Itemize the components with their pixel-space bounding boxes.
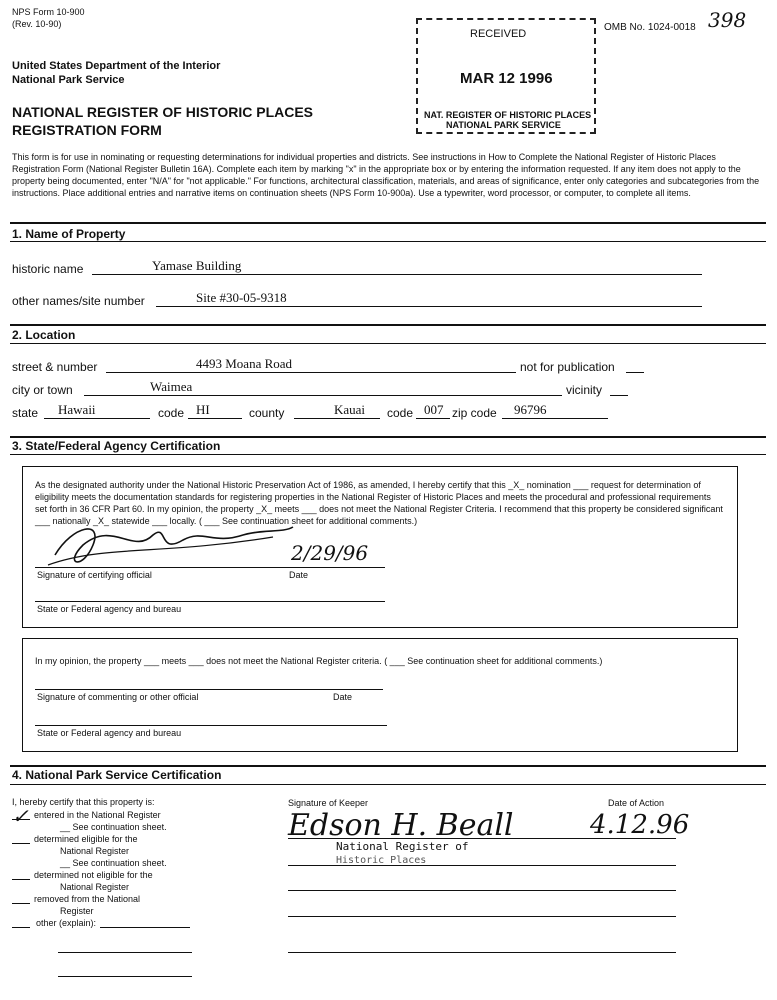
form-title-line1: NATIONAL REGISTER OF HISTORIC PLACES [12,104,314,120]
keeper-signature-label: Signature of Keeper [288,798,369,808]
commenting-signature-label: Signature of commenting or other official [37,692,199,702]
date-of-action-value[interactable]: 4.12.96 [590,810,690,840]
historic-name-value[interactable]: Yamase Building [152,258,242,273]
code-value[interactable]: HI [196,402,210,417]
agency-line [35,601,385,602]
state-label: state [12,406,39,420]
check-not-eligible[interactable]: determined not eligible for the [12,869,190,881]
county-value[interactable]: Kauai [334,402,366,417]
section-rule [10,454,766,455]
county-line [294,418,380,419]
nfp-line[interactable] [626,372,644,373]
city-value[interactable]: Waimea [150,379,193,394]
agency-label: State or Federal agency and bureau [37,728,182,738]
code-label: code [158,406,185,420]
form-title-line2: REGISTRATION FORM [12,122,162,138]
certification-box [22,466,738,628]
zip-value[interactable]: 96796 [514,402,547,417]
signature-label: Signature of certifying official [37,570,152,580]
section-rule [10,765,766,767]
section-rule [10,784,766,785]
street-value[interactable]: 4493 Moana Road [196,356,293,371]
agency-label: State or Federal agency and bureau [37,604,182,614]
other-names-value[interactable]: Site #30-05-9318 [196,290,287,305]
street-line [106,372,516,373]
omb-number: OMB No. 1024-0018 [604,22,696,33]
section-rule [10,343,766,344]
not-for-publication-label: not for publication [520,360,615,374]
removed-sub: Register [60,906,94,916]
eligible-sub: National Register [60,846,130,856]
stamp-received: RECEIVED [470,28,527,40]
section-rule [10,241,766,242]
state-line [44,418,150,419]
historic-name-label: historic name [12,262,84,276]
stamp-nps: NATIONAL PARK SERVICE [446,120,561,130]
section-rule [10,324,766,326]
historic-name-line [92,274,702,275]
signature-line [35,689,383,690]
zip-line [502,418,608,419]
certifying-signature [43,515,303,575]
not-eligible-sub: National Register [60,882,130,892]
check-entered[interactable]: entered in the National Register [12,809,190,821]
date-of-action-label: Date of Action [608,798,665,808]
check-other[interactable]: other (explain): [12,917,190,929]
section-3-heading: 3. State/Federal Agency Certification [12,439,221,453]
county-code-label: code [387,406,414,420]
agency-line [35,725,387,726]
vicinity-line[interactable] [610,395,628,396]
keeper-signature: Edson H. Beall [288,808,514,843]
code-line [188,418,242,419]
nrhp-stamp-line2: Historic Places [336,855,427,866]
opinion-box [22,638,738,752]
county-label: county [249,406,285,420]
other-explain-line[interactable] [58,976,192,977]
city-label: city or town [12,383,73,397]
intro-text: This form is for use in nominating or requesting determinations for individual properties and districts. See instructions in How to Complete the National Register of Historic Places Registration Form (National Register Bulletin 16A). Complete each item by marking "x" in the appropriate box or by entering the information requested. If any item does not apply to the property being documented, enter "N/A" for "not applicable." For functions, architectural classification, materials, and areas of significance, enter only categories and subcategories from the instructions. Place additional entries and narrative items on continuation sheets (NPS Form 10-900a). Use a typewriter, word processor, or computer, to complete all items. [12,152,760,198]
nps-cert-intro: I, hereby certify that this property is: [12,797,155,807]
stamp-date: MAR 12 1996 [460,70,553,87]
county-code-value[interactable]: 007 [424,402,444,417]
check-eligible-continuation[interactable]: __ See continuation sheet. [60,858,167,868]
section-2-heading: 2. Location [12,328,76,342]
street-label: street & number [12,360,98,374]
service: National Park Service [12,74,125,86]
state-value[interactable]: Hawaii [58,402,96,417]
form-revision: (Rev. 10-90) [12,19,62,29]
section-4-heading: 4. National Park Service Certification [12,768,222,782]
section-rule [10,436,766,438]
stamp-nat-register: NAT. REGISTER OF HISTORIC PLACES [424,110,592,120]
keeper-line[interactable] [288,838,676,839]
check-mark: ✓ [12,804,29,828]
check-determined-eligible[interactable]: determined eligible for the [12,833,190,845]
section-rule [10,222,766,224]
form-number: NPS Form 10-900 [12,7,85,17]
signature-line [35,567,385,568]
section-1-heading: 1. Name of Property [12,227,126,241]
other-explain-line[interactable] [58,952,192,953]
vicinity-label: vicinity [566,383,603,397]
date-label: Date [289,570,309,580]
keeper-line[interactable] [288,890,676,891]
handwritten-number: 398 [708,8,747,32]
certification-date-value[interactable]: 2/29/96 [291,541,369,565]
received-stamp [416,18,596,134]
keeper-line[interactable] [288,865,676,866]
nrhp-stamp-line1: National Register of [336,840,469,853]
keeper-line[interactable] [288,952,676,953]
keeper-line[interactable] [288,916,676,917]
city-line [84,395,562,396]
zip-label: zip code [452,406,497,420]
certification-text: As the designated authority under the National Historic Preservation Act of 1986, as amended, I hereby certify that this _X_ nomination ___ request for determination of eligibility meets the documentation standards for registering properties in the National Register of Historic Places and meets the procedural and professional requirements set forth in 36 CFR Part 60. In my opinion, the property _X_ meets ___ does not meet the National Register Criteria. I recommend that this property be considered significant ___ nationally _X_ statewide ___ locally. ( ___ See continuation sheet for additional comments.) [35,480,723,526]
department: United States Department of the Interior [12,60,221,72]
check-removed[interactable]: removed from the National [12,893,190,905]
other-names-line [156,306,702,307]
opinion-text: In my opinion, the property ___ meets ___ does not meet the National Register criteria. ( ___ See continuation sheet for additional comments.) [35,656,603,666]
check-entered-continuation[interactable]: __ See continuation sheet. [60,822,167,832]
other-names-label: other names/site number [12,294,145,308]
county-code-line [416,418,450,419]
date-label: Date [333,692,353,702]
